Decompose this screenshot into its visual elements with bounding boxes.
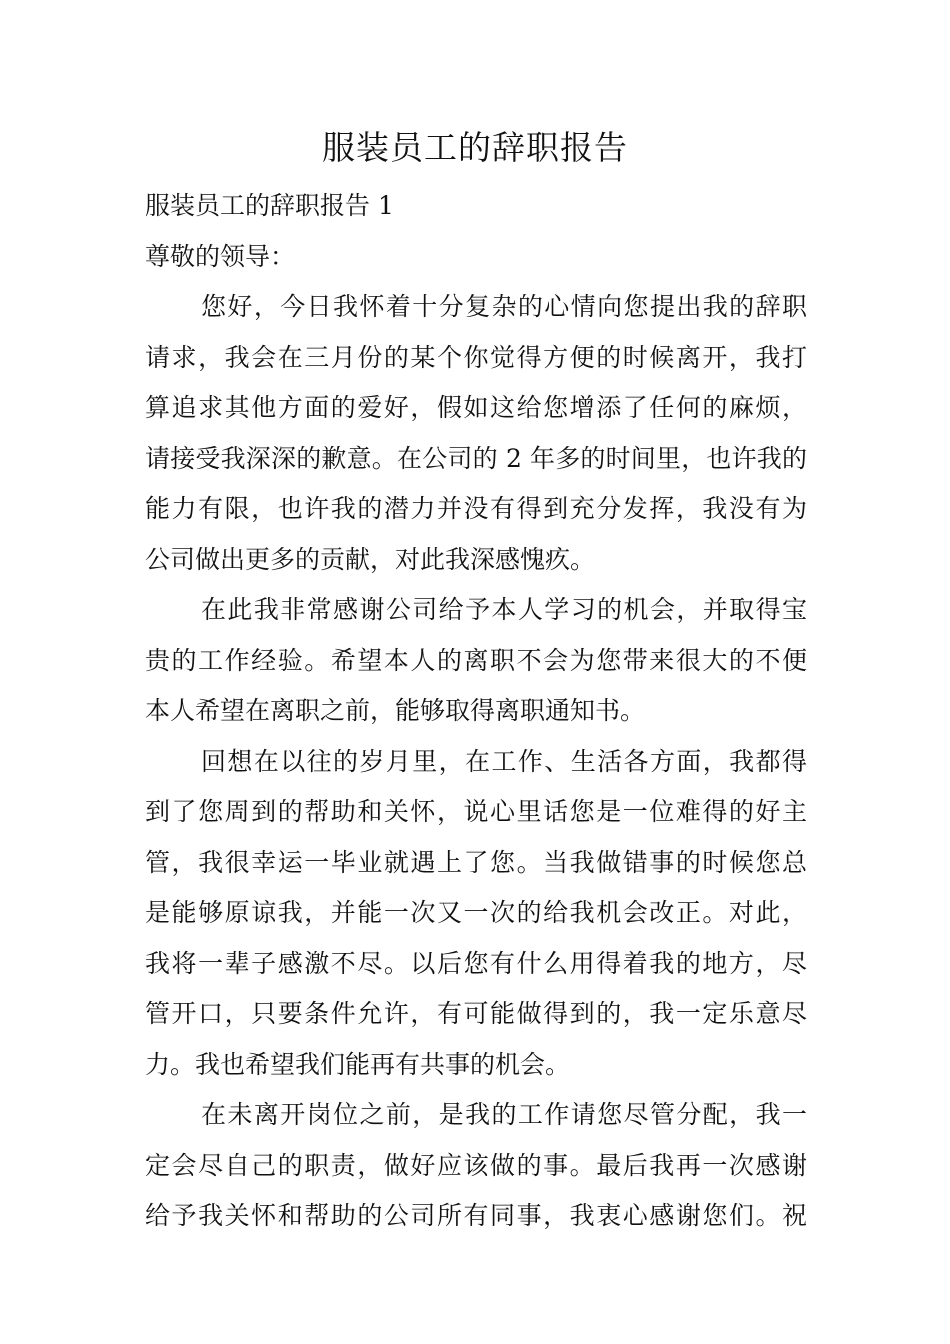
paragraph-1	[145, 282, 807, 585]
salutation: 尊敬的领导：	[145, 241, 296, 271]
paragraph-2	[145, 585, 807, 737]
paragraph-line: 您好，今日我怀着十分复杂的心情向您提出我的辞职	[201, 292, 807, 321]
paragraph-line: 贵的工作经验。希望本人的离职不会为您带来很大的不便	[145, 645, 807, 675]
paragraph-3	[145, 737, 807, 1091]
paragraph-line: 我将一辈子感激不尽。以后您有什么用得着我的地方，尽	[145, 948, 807, 978]
document-body	[145, 181, 807, 1242]
paragraph-line: 算追求其他方面的爱好，假如这给您增添了任何的麻烦，	[145, 393, 807, 422]
paragraph-line: 管开口，只要条件允许，有可能做得到的，我一定乐意尽	[145, 999, 807, 1028]
paragraph-line: 给予我关怀和帮助的公司所有同事，我衷心感谢您们。祝	[145, 1201, 807, 1230]
paragraph-line: 到了您周到的帮助和关怀，说心里话您是一位难得的好主	[145, 797, 807, 826]
paragraph-line: 本人希望在离职之前，能够取得离职通知书。	[145, 696, 646, 725]
paragraph-line: 公司做出更多的贡献，对此我深感愧疚。	[145, 544, 596, 574]
paragraph-line: 力。我也希望我们能再有共事的机会。	[145, 1049, 571, 1079]
paragraph-line: 请求，我会在三月份的某个你觉得方便的时候离开，我打	[145, 342, 807, 372]
paragraph-line: 在此我非常感谢公司给予本人学习的机会，并取得宝	[201, 595, 807, 624]
paragraph-line: 管，我很幸运一毕业就遇上了您。当我做错事的时候您总	[145, 847, 807, 877]
document-title: 服装员工的辞职报告	[322, 128, 628, 167]
paragraph-line: 能力有限，也许我的潜力并没有得到充分发挥，我没有为	[145, 494, 807, 523]
paragraph-line: 回想在以往的岁月里，在工作、生活各方面，我都得	[201, 746, 807, 776]
document-subtitle: 服装员工的辞职报告 1	[145, 191, 394, 220]
paragraph-line: 是能够原谅我，并能一次又一次的给我机会改正。对此，	[145, 898, 807, 927]
paragraph-line: 在未离开岗位之前，是我的工作请您尽管分配，我一	[201, 1100, 807, 1129]
paragraph-line: 请接受我深深的歉意。在公司的 2 年多的时间里，也许我的	[145, 443, 807, 473]
paragraph-4	[145, 1090, 807, 1242]
paragraph-line: 定会尽自己的职责，做好应该做的事。最后我再一次感谢	[145, 1150, 807, 1180]
